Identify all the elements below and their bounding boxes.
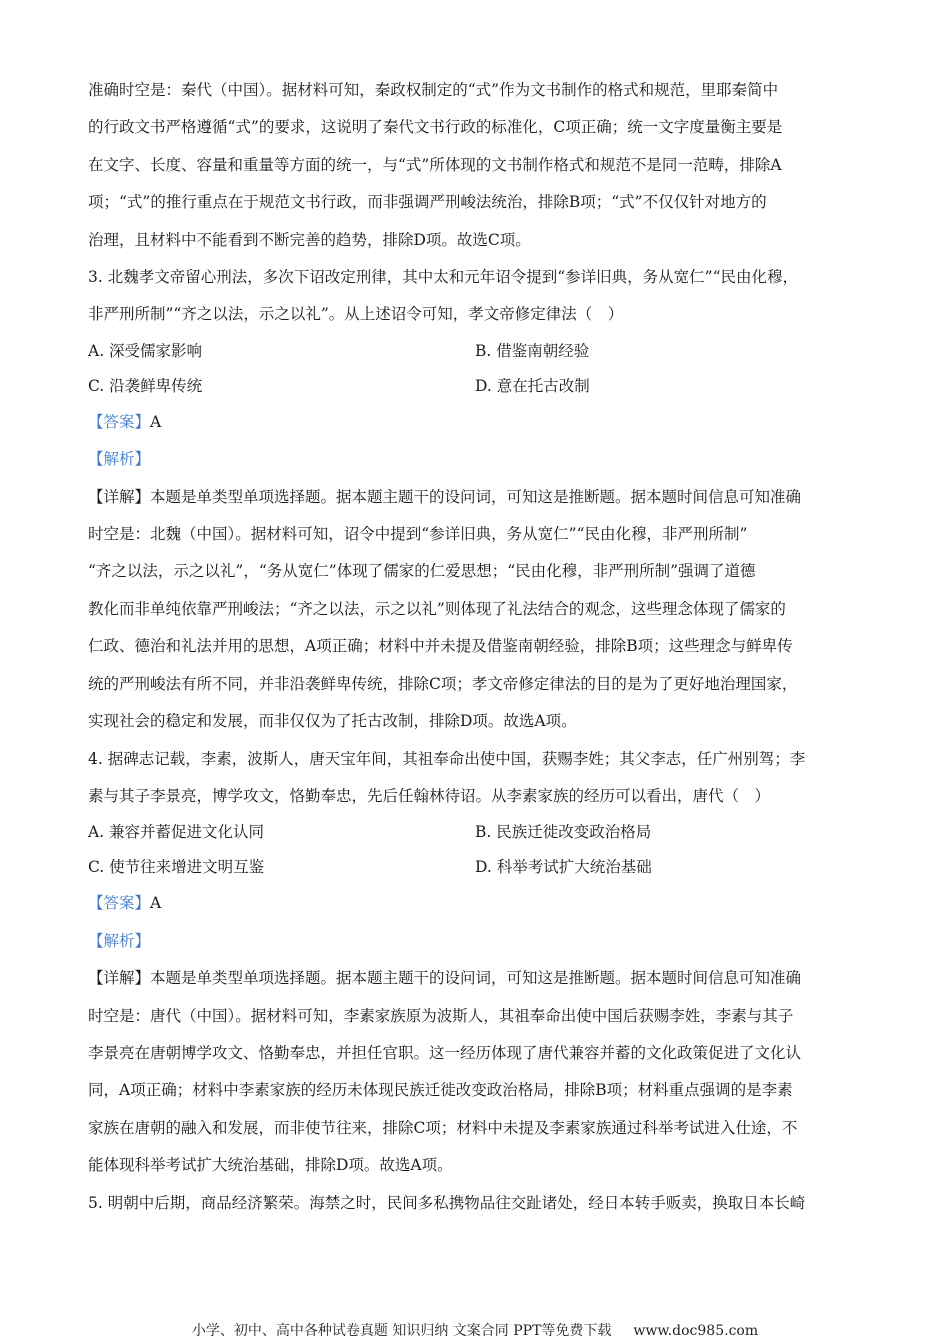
answer-line bbox=[88, 404, 868, 441]
text-line: 统的严刑峻法有所不同，并非沿袭鲜卑传统，排除C项；孝文帝修定律法的目的是为了更好地治理国家， bbox=[88, 674, 798, 693]
option-a: A. 深受儒家影响 bbox=[88, 341, 203, 360]
text-line: 仁政、德治和礼法并用的思想，A项正确；材料中并未提及借鉴南朝经验，排除B项；这些理念与鲜卑传 bbox=[88, 637, 793, 656]
detail-line bbox=[88, 960, 868, 997]
text-line: 本题是单类型单项选择题。据本题主题干的设问词，可知这是推断题。据本题时间信息可知准确 bbox=[150, 969, 802, 988]
text-line: 教化而非单纯依靠严刑峻法；“齐之以法，示之以礼”则体现了礼法结合的观念，这些理念体现了儒家的 bbox=[88, 599, 786, 618]
text-line: 时空是：北魏（中国）。据材料可知，诏令中提到“参详旧典，务从宽仁”“民由化穆，非严刑所制” bbox=[88, 525, 748, 544]
question-5-stem: 5. 明朝中后期，商品经济繁荣。海禁之时，民间多私携物品往交趾诸处，经日本转手贩卖，换取日本长崎 bbox=[88, 1193, 806, 1212]
detail-tag: 【详解】 bbox=[88, 969, 151, 988]
text-line: 项；“式”的推行重点在于规范文书行政，而非强调严刑峻法统治，排除B项；“式”不仅仅针对地方的 bbox=[88, 193, 767, 212]
document-page bbox=[88, 72, 868, 1222]
option-d: D. 科举考试扩大统治基础 bbox=[475, 858, 652, 877]
text-line: 本题是单类型单项选择题。据本题主题干的设问词，可知这是推断题。据本题时间信息可知准确 bbox=[150, 487, 802, 506]
text-line: 准确时空是：秦代（中国）。据材料可知，秦政权制定的“式”作为文书制作的格式和规范，里耶秦简中 bbox=[88, 81, 779, 99]
detail-line bbox=[88, 479, 868, 516]
analysis-line bbox=[88, 923, 868, 960]
analysis-tag: 【解析】 bbox=[88, 931, 151, 950]
footer-link[interactable]: www.doc985.com bbox=[633, 1323, 759, 1339]
analysis-tag: 【解析】 bbox=[88, 450, 151, 469]
text-line: 时空是：唐代（中国）。据材料可知，李素家族原为波斯人，其祖奉命出使中国后获赐李姓，李素与其子 bbox=[88, 1006, 794, 1025]
answer-value: A bbox=[150, 894, 162, 913]
text-line: “齐之以法，示之以礼”，“务从宽仁”体现了儒家的仁爱思想；“民由化穆，非严刑所制”强调了道德 bbox=[88, 562, 756, 581]
question-stem: 4. 据碑志记载，李素，波斯人，唐天宝年间，其祖奉命出使中国，获赐李姓；其父李志，任广州别驾；李 bbox=[88, 749, 806, 768]
option-c: C. 使节往来增进文明互鉴 bbox=[88, 858, 265, 877]
option-b: B. 借鉴南朝经验 bbox=[475, 341, 590, 360]
text-line: 家族在唐朝的融入和发展，而非使节往来，排除C项；材料中未提及李素家族通过科举考试进入仕途，不 bbox=[88, 1118, 798, 1137]
answer-line bbox=[88, 885, 868, 922]
answer-value: A bbox=[150, 412, 162, 431]
option-row bbox=[88, 815, 868, 850]
option-a: A. 兼容并蓄促进文化认同 bbox=[88, 823, 265, 842]
option-c: C. 沿袭鲜卑传统 bbox=[88, 376, 203, 395]
text-line: 治理，且材料中不能看到不断完善的趋势，排除D项。故选C项。 bbox=[88, 230, 531, 249]
text-line: 的行政文书严格遵循“式”的要求，这说明了秦代文书行政的标准化，C项正确；统一文字度量衡主要是 bbox=[88, 118, 783, 137]
text-line: 在文字、长度、容量和重量等方面的统一，与“式”所体现的文书制作格式和规范不是同一范畴，排除A bbox=[88, 155, 782, 174]
option-b: B. 民族迁徙改变政治格局 bbox=[475, 823, 652, 842]
answer-tag: 【答案】 bbox=[88, 412, 151, 431]
question-stem: 非严刑所制”“齐之以法，示之以礼”。从上述诏令可知，孝文帝修定律法（ ） bbox=[88, 305, 624, 324]
option-row bbox=[88, 334, 868, 369]
answer-tag: 【答案】 bbox=[88, 894, 151, 913]
question-4 bbox=[88, 741, 868, 1185]
text-line: 实现社会的稳定和发展，而非仅仅为了托古改制，排除D项。故选A项。 bbox=[88, 712, 577, 731]
question-stem: 素与其子李景亮，博学攻文，恪勤奉忠，先后任翰林待诏。从李素家族的经历可以看出，唐代（ ） bbox=[88, 786, 771, 805]
page-footer bbox=[0, 1320, 950, 1340]
option-row bbox=[88, 850, 868, 885]
text-line: 能体现科举考试扩大统治基础，排除D项。故选A项。 bbox=[88, 1156, 453, 1175]
footer-text: 小学、初中、高中各种试卷真题 知识归纳 文案合同 PPT等免费下载 bbox=[191, 1323, 612, 1339]
analysis-line bbox=[88, 441, 868, 478]
intro-analysis bbox=[88, 72, 868, 259]
detail-tag: 【详解】 bbox=[88, 487, 151, 506]
question-stem: 3. 北魏孝文帝留心刑法，多次下诏改定刑律，其中太和元年诏令提到“参详旧典，务从宽仁”“民由化穆， bbox=[88, 268, 798, 287]
text-line: 李景亮在唐朝博学攻文、恪勤奉忠，并担任官职。这一经历体现了唐代兼容并蓄的文化政策促进了文化认 bbox=[88, 1043, 802, 1062]
option-d: D. 意在托古改制 bbox=[475, 376, 590, 395]
question-3 bbox=[88, 259, 868, 740]
option-row bbox=[88, 369, 868, 404]
text-line: 同，A项正确；材料中李素家族的经历未体现民族迁徙改变政治格局，排除B项；材料重点强调的是李素 bbox=[88, 1081, 793, 1100]
